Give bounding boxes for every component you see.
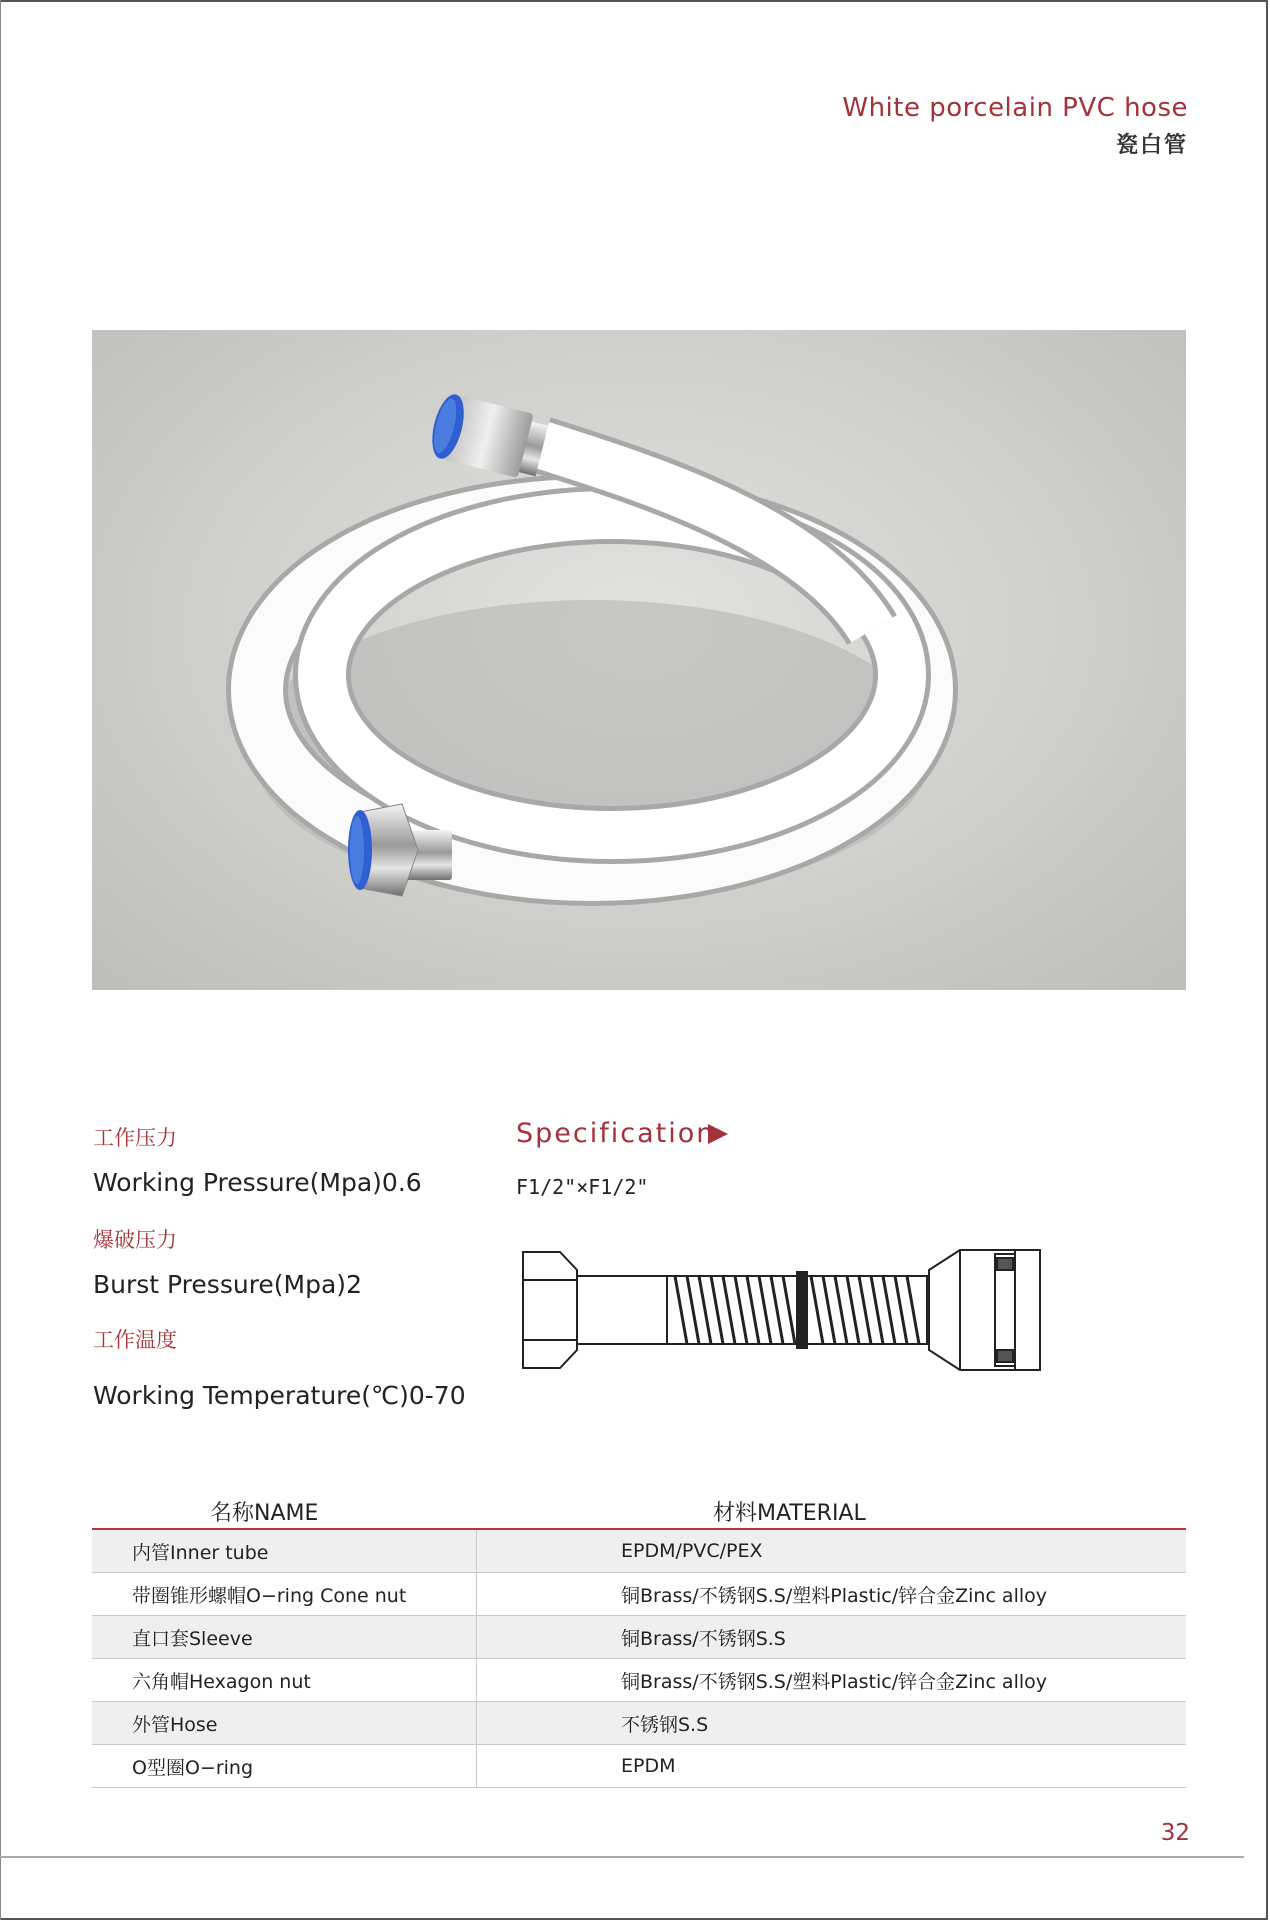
part-material: EPDM [477, 1745, 1187, 1788]
page-border-left [0, 0, 1, 1920]
part-material: 铜Brass/不锈钢S.S [477, 1616, 1187, 1659]
page-border-top [0, 0, 1268, 2]
hose-line-drawing [515, 1240, 1055, 1380]
burst-pressure-value: Burst Pressure(Mpa)2 [93, 1270, 362, 1299]
burst-pressure-label: 爆破压力 [93, 1228, 177, 1252]
part-name: 直口套Sleeve [92, 1616, 477, 1659]
part-name: O型圈O−ring [92, 1745, 477, 1788]
part-name: 带圈锥形螺帽O−ring Cone nut [92, 1573, 477, 1616]
specification-size: F1/2"×F1/2" [516, 1175, 649, 1199]
play-arrow-icon [708, 1124, 728, 1144]
working-pressure-label: 工作压力 [93, 1126, 177, 1150]
specification-title: Specification [516, 1118, 716, 1149]
part-name: 内管Inner tube [92, 1530, 477, 1573]
hose-technical-drawing [515, 1240, 1055, 1380]
part-name: 外管Hose [92, 1702, 477, 1745]
working-temperature-label: 工作温度 [93, 1328, 177, 1352]
product-title-en: White porcelain PVC hose [842, 93, 1188, 123]
materials-table [92, 1530, 1186, 1788]
table-row [92, 1702, 1186, 1745]
working-temperature-value: Working Temperature(℃)0-70 [93, 1381, 466, 1410]
part-material: EPDM/PVC/PEX [477, 1530, 1187, 1573]
page-number: 32 [1160, 1820, 1190, 1846]
part-material: 不锈钢S.S [477, 1702, 1187, 1745]
page-border-right [1266, 0, 1268, 1920]
footer-divider [0, 1856, 1244, 1858]
table-row [92, 1616, 1186, 1659]
part-material: 铜Brass/不锈钢S.S/塑料Plastic/锌合金Zinc alloy [477, 1659, 1187, 1702]
table-row [92, 1745, 1186, 1788]
table-row [92, 1530, 1186, 1573]
part-material: 铜Brass/不锈钢S.S/塑料Plastic/锌合金Zinc alloy [477, 1573, 1187, 1616]
table-header-material: 材料MATERIAL [713, 1501, 866, 1526]
hose-coil-illustration [92, 330, 1186, 990]
product-title-cn: 瓷白管 [1115, 133, 1188, 158]
part-name: 六角帽Hexagon nut [92, 1659, 477, 1702]
table-row [92, 1659, 1186, 1702]
table-row [92, 1573, 1186, 1616]
working-pressure-value: Working Pressure(Mpa)0.6 [93, 1168, 422, 1197]
table-header-name: 名称NAME [210, 1501, 319, 1526]
product-photo [92, 330, 1186, 990]
